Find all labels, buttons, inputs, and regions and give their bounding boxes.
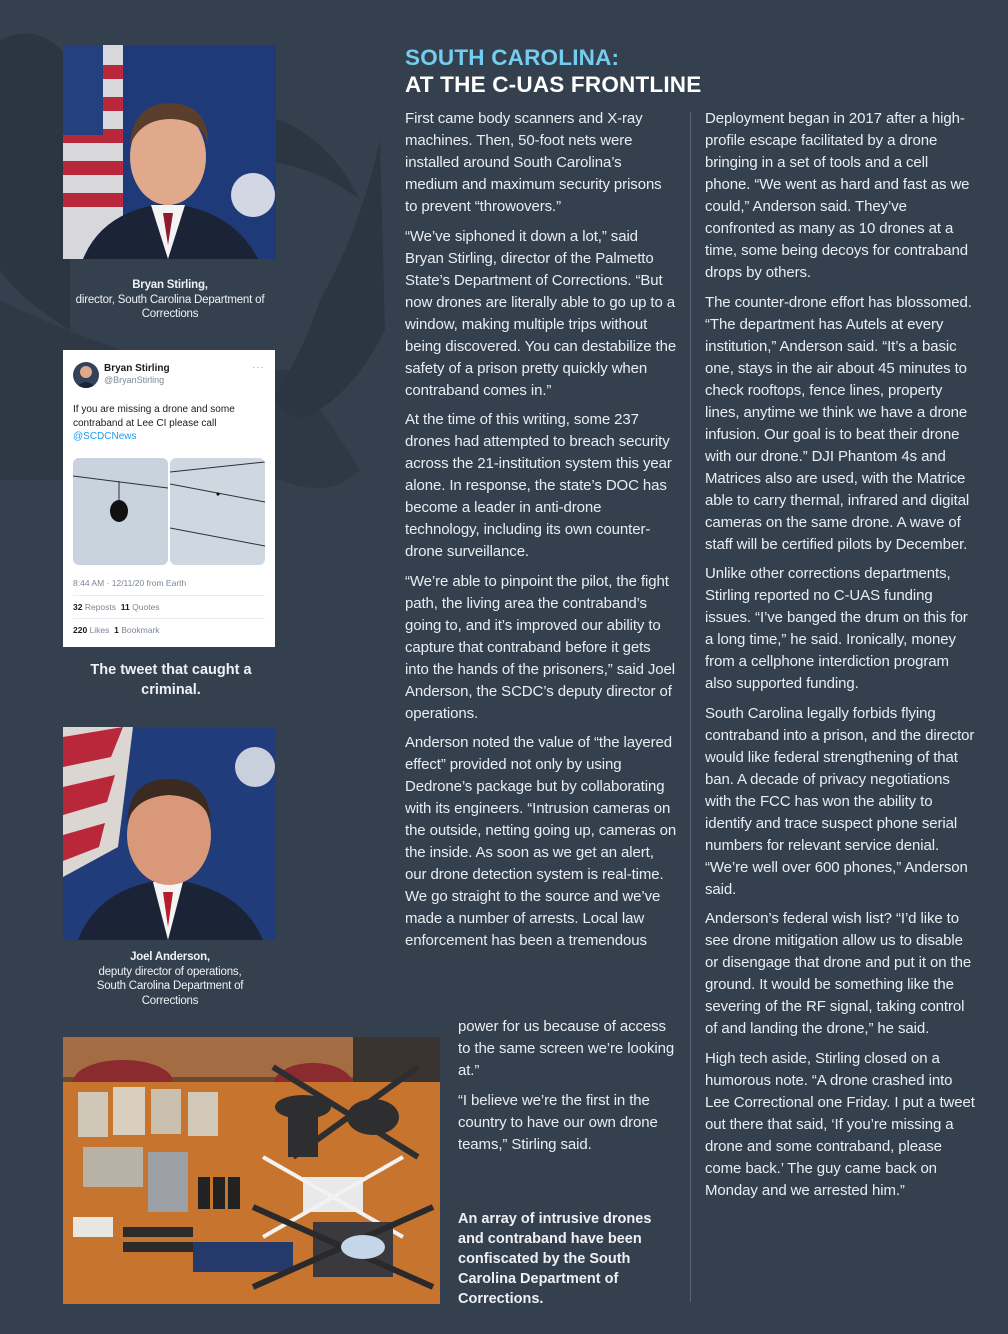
quotes-count: 11 — [120, 602, 130, 612]
stirling-caption — [70, 278, 270, 322]
bookmarks-count: 1 — [114, 625, 119, 635]
paragraph: First came body scanners and X-ray machines. Then, 50-foot nets were installed around South Carolina’s medium and maximum security prisons to prevent “throwovers.” — [405, 110, 662, 215]
column-divider — [690, 112, 691, 1302]
tweet-divider — [73, 618, 265, 619]
tweet-image-drone-on-wire[interactable] — [73, 458, 168, 565]
paragraph: Deployment began in 2017 after a high-profile escape facilitated by a drone bringing in a set of tools and a cell phone. “We went as hard and fast as we could,” Anderson said. They’ve confronted as many as 10 drones at a time, some being decoys for contraband drops by others. — [705, 110, 970, 281]
paragraph: “We’re able to pinpoint the pilot, the fight path, the living area the contraband’s going to, and it’s improved our ability to capture that contraband before it gets into the hands of the prisoners,” said Joel Anderson, the SCDC’s deputy director of operations. — [405, 572, 676, 722]
paragraph: At the time of this writing, some 237 drones had attempted to breach security across the 21-institution system this year alone. In response, the state’s DOC has become a leader in anti-drone technology, including its own counter-drone surveillance. — [405, 411, 672, 560]
anderson-name: Joel Anderson, — [130, 951, 210, 963]
quotes-label[interactable]: Quotes — [132, 602, 160, 612]
article-column-1-continued — [458, 1016, 680, 1163]
tweet-image-wires[interactable] — [170, 458, 265, 565]
headline-line-2: AT THE C-UAS FRONTLINE — [405, 72, 702, 97]
article-column-2 — [705, 108, 977, 1209]
stirling-name: Bryan Stirling, — [132, 279, 208, 291]
tweet-text — [73, 403, 263, 444]
anderson-title: deputy director of operations, South Carolina Department of Corrections — [96, 965, 244, 1007]
paragraph: Unlike other corrections departments, Stirling reported no C-UAS funding issues. “I’ve banged the drum on this for a long time,” he said. Ironically, money from a cellphone interdiction program also supported funding. — [705, 565, 968, 692]
paragraph: Anderson noted the value of “the layered effect” provided not only by using Dedrone’s package but by collaborating with its engineers. “Intrusion cameras on the outside, netting going up, cameras on the inside. As soon as we get an alert, our drone detection system is real-time. We go straight to the source and we’ve made a number of arrests. Local law enforcement has been a tremendous — [405, 734, 677, 949]
tweet-divider — [73, 595, 265, 596]
tweet-mention-link[interactable]: @SCDCNews — [73, 431, 137, 442]
tweet-caption: The tweet that caught a criminal. — [90, 662, 252, 698]
tweet-like-bookmark-stats — [73, 625, 160, 635]
confiscated-drones-photo — [63, 1037, 440, 1304]
reposts-label[interactable]: Reposts — [84, 602, 117, 612]
tweet-timestamp: 8:44 AM · 12/11/20 from Earth — [73, 578, 187, 588]
reposts-count: 32 — [73, 602, 83, 612]
anderson-caption — [92, 950, 248, 1008]
article-column-1 — [405, 108, 677, 960]
tweet-display-name: Bryan Stirling — [104, 363, 170, 374]
tweet-handle: @BryanStirling — [104, 375, 165, 385]
paragraph: The counter-drone effort has blossomed. “The department has Autels at every institution,” Anderson said. “It’s a basic one, stays in the air about 45 minutes to check rooftops, fence lines, property lines, anytime we think we have a drone infusion. Our goal is to beat their drone with our drone.” DJI Phantom 4s and Matrices also are used, with the Matrice able to carry thermal, infrared and digital cameras on the same drone. A wave of staff will be certified pilots by December. — [705, 293, 972, 553]
paragraph: Anderson’s federal wish list? “I’d like to see drone mitigation allow us to disable or disengage that drone and put it on the ground. It would be something like the severing of the RF signal, taking control of and landing the drone,” he said. — [705, 910, 972, 1037]
drones-caption: An array of intrusive drones and contraband have been confiscated by the South Carolina Department of Corrections. — [458, 1211, 652, 1307]
paragraph: power for us because of access to the same screen we’re looking at.” — [458, 1018, 675, 1079]
headline-line-1: SOUTH CAROLINA: — [405, 45, 620, 70]
article-headline — [405, 44, 701, 98]
likes-count: 220 — [73, 625, 88, 635]
paragraph: “We’ve siphoned it down a lot,” said Bryan Stirling, director of the Palmetto State’s Department of Corrections. “But now drones are literally able to go up to a window, making multiple trips without being discovered. You can destabilize the safety of a prison pretty quickly when contraband comes in.” — [405, 227, 677, 399]
paragraph: “I believe we’re the first in the country to have our own drone teams,” Stirling said. — [458, 1091, 658, 1153]
stirling-title: director, South Carolina Department of Corrections — [75, 293, 265, 321]
paragraph: High tech aside, Stirling closed on a humorous note. “A drone crashed into Lee Correctional one Friday. I put a tweet out there that said, ‘If you’re missing a drone and some contraband, please come back.’ The guy came back on Monday and we arrested him.” — [705, 1049, 975, 1199]
more-options-icon[interactable]: ··· — [252, 362, 265, 373]
bookmarks-label[interactable]: Bookmark — [121, 625, 160, 635]
tweet-avatar — [73, 362, 99, 388]
tweet-body: If you are missing a drone and some contraband at Lee CI please call — [73, 404, 235, 429]
joel-anderson-photo — [63, 727, 276, 940]
tweet-card[interactable] — [63, 350, 275, 647]
tweet-repost-quote-stats — [73, 602, 160, 612]
likes-label[interactable]: Likes — [89, 625, 110, 635]
bryan-stirling-photo — [63, 45, 276, 259]
paragraph: South Carolina legally forbids flying contraband into a prison, and the director would like federal strengthening of that ban. A decade of privacy negotiations with the FCC has won the ability to identify and trace suspect phone serial numbers for relevant service denial. “We’re well over 600 phones,” Anderson said. — [705, 704, 975, 898]
